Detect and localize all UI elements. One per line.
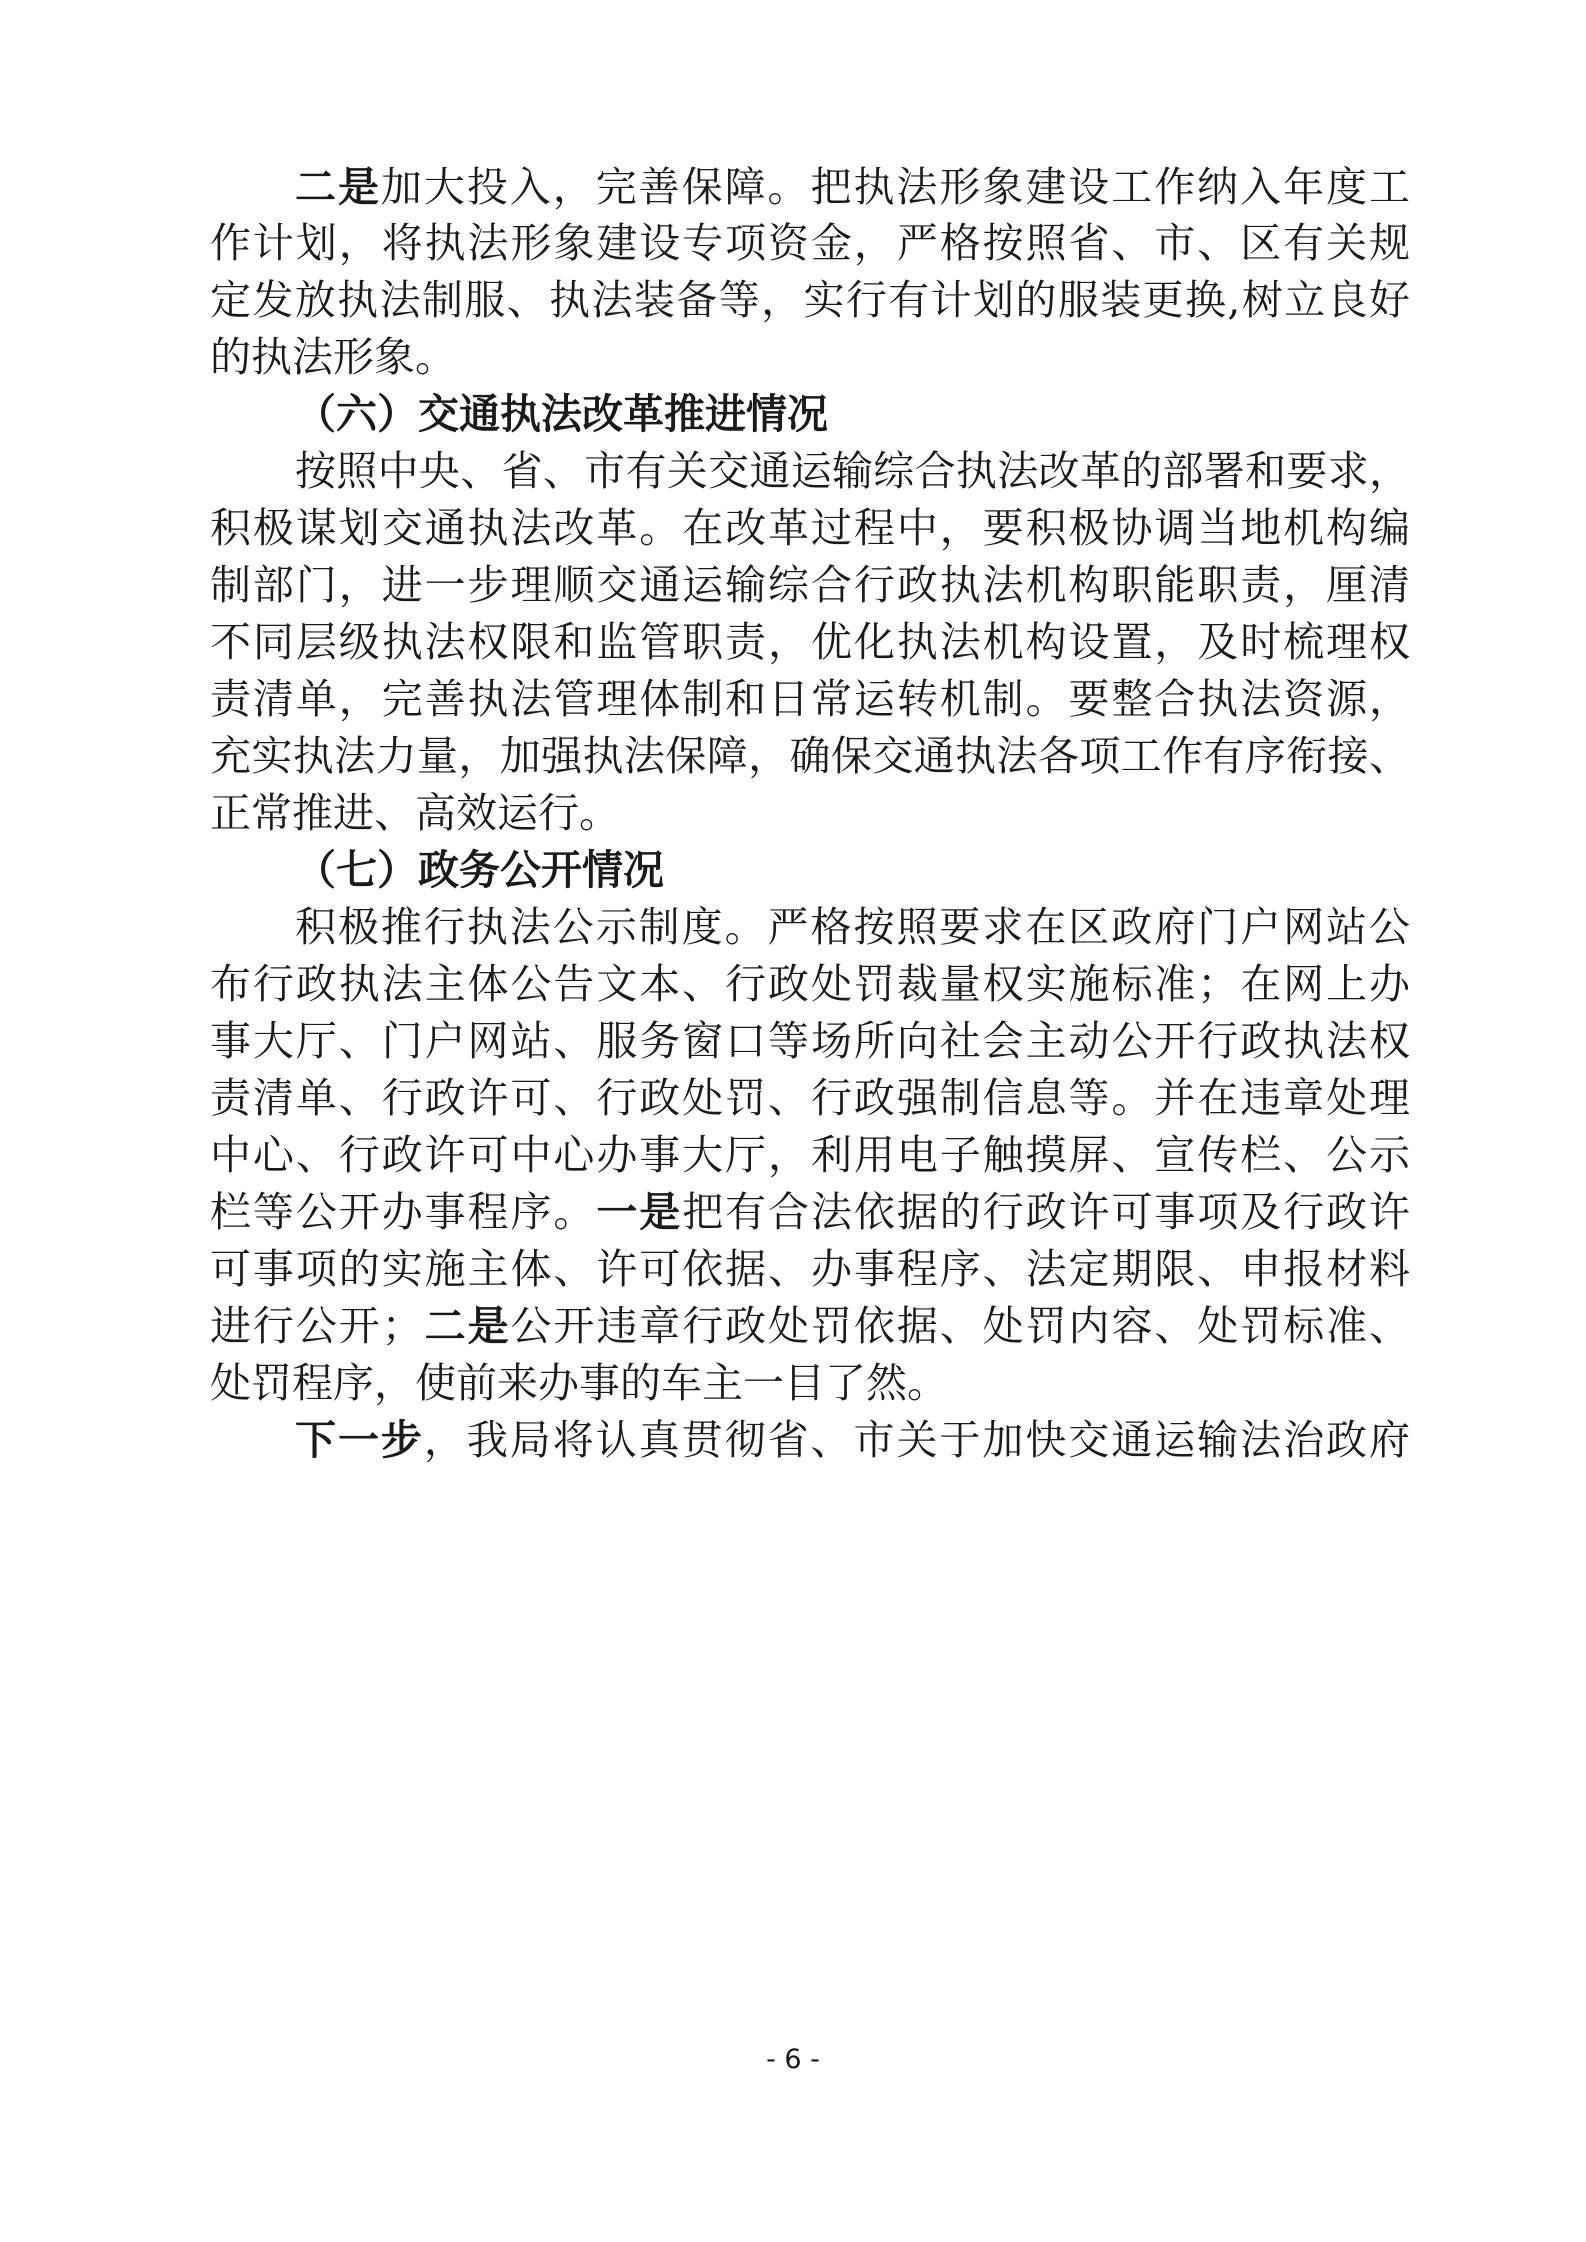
paragraph-line: 制部门，进一步理顺交通运输综合行政执法机构职能职责，厘清 [210,561,1410,609]
text-run: 栏等公开办事程序。 [210,1188,597,1236]
paragraph-line: 责清单、行政许可、行政处罚、行政强制信息等。并在违章处理 [210,1074,1410,1122]
paragraph-line: 的执法形象。 [210,333,456,381]
paragraph-line: 可事项的实施主体、许可依据、办事程序、法定期限、申报材料 [210,1245,1410,1293]
paragraph-line: 积极推行执法公示制度。严格按照要求在区政府门户网站公 [295,903,1410,951]
paragraph-line: 作计划，将执法形象建设专项资金，严格按照省、市、区有关规 [210,219,1410,267]
text-run: 公开违章行政处罚依据、处罚内容、处罚标准、 [510,1302,1411,1350]
paragraph-line [210,1182,1410,1242]
paragraph-line: 处罚程序，使前来办事的车主一目了然。 [210,1359,948,1407]
paragraph-line: 按照中央、省、市有关交通运输综合执法改革的部署和要求， [295,447,1410,495]
section-heading: （六）交通执法改革推进情况 [295,390,828,438]
paragraph-line: 布行政执法主体公告文本、行政处罚裁量权实施标准；在网上办 [210,960,1410,1008]
paragraph-line: 责清单，完善执法管理体制和日常运转机制。要整合执法资源， [210,675,1410,723]
page-number: - 6 - [766,2044,820,2075]
paragraph-line: 定发放执法制服、执法装备等，实行有计划的服装更换,树立良好 [210,276,1410,324]
paragraph-line: 正常推进、高效运行。 [210,789,620,837]
section-heading: （七）政务公开情况 [295,846,664,894]
text-run: ，我局将认真贯彻省、市关于加快交通运输法治政府 [423,1416,1411,1464]
emphasis-lead: 一是 [596,1188,683,1236]
paragraph-line: 不同层级执法权限和监管职责，优化执法机构设置，及时梳理权 [210,618,1410,666]
emphasis-lead: 下一步 [295,1416,424,1464]
text-run: 加大投入，完善保障。把执法形象建设工作纳入年度工 [380,163,1410,211]
paragraph-line [295,1410,1410,1470]
text-run: 把有合法依据的行政许可事项及行政许 [682,1188,1411,1236]
paragraph-line: 中心、行政许可中心办事大厅，利用电子触摸屏、宣传栏、公示 [210,1131,1410,1179]
paragraph-line: 积极谋划交通执法改革。在改革过程中，要积极协调当地机构编 [210,504,1410,552]
paragraph-line [295,157,1410,217]
paragraph-line: 充实执法力量，加强执法保障，确保交通执法各项工作有序衔接、 [210,732,1410,780]
emphasis-lead: 二是 [295,163,381,211]
emphasis-lead: 二是 [422,1302,511,1350]
text-run: 进行公开； [210,1302,423,1350]
paragraph-line: 事大厅、门户网站、服务窗口等场所向社会主动公开行政执法权 [210,1017,1410,1065]
paragraph-line [210,1296,1410,1356]
